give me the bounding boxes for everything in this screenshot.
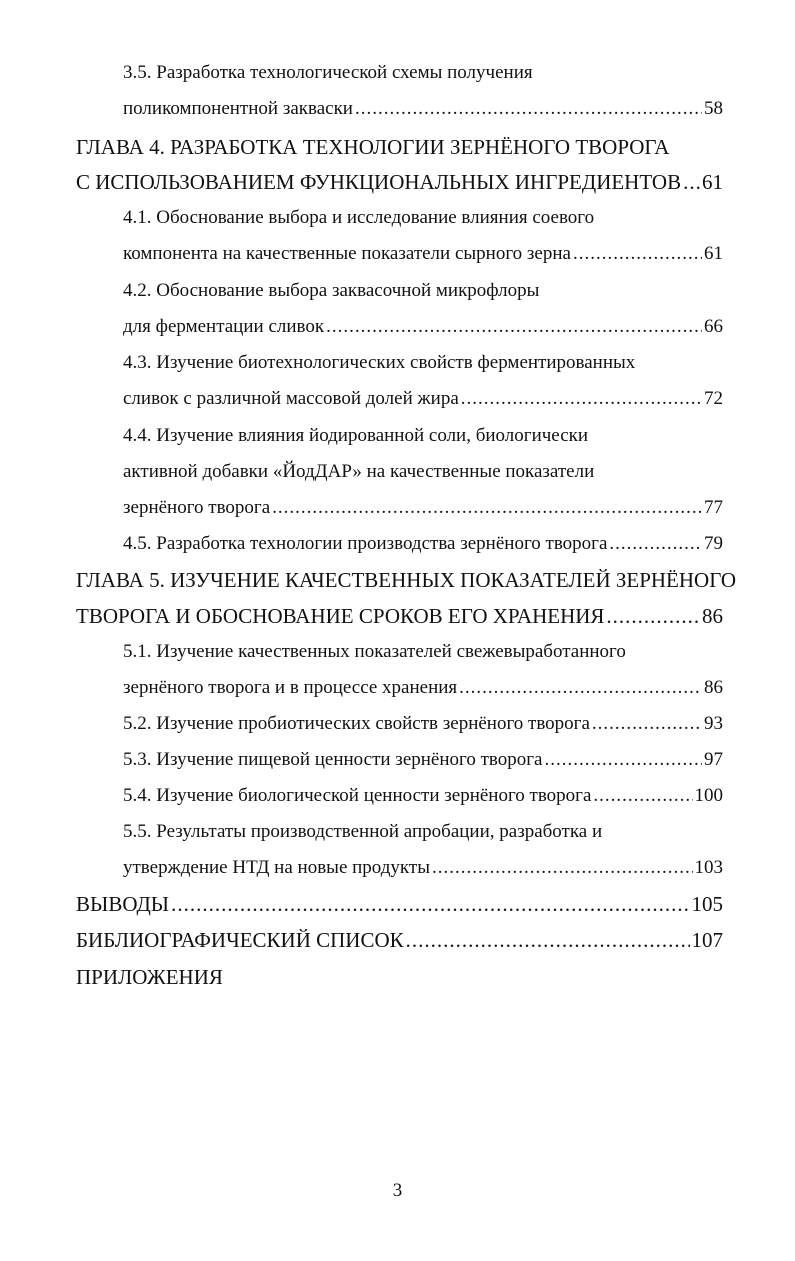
toc-chapter-text: ГЛАВА 4. РАЗРАБОТКА ТЕХНОЛОГИИ ЗЕРНЁНОГО ТВОРОГА bbox=[76, 135, 670, 159]
toc-chapter-text: ВЫВОДЫ bbox=[76, 892, 170, 916]
toc-entry-text: зернёного творога bbox=[123, 497, 271, 518]
toc-page-number: 100 bbox=[694, 785, 723, 806]
dot-leader bbox=[355, 98, 702, 120]
dot-leader bbox=[171, 892, 689, 917]
toc-page-number: 77 bbox=[704, 497, 723, 518]
dot-leader bbox=[609, 533, 702, 555]
dot-leader bbox=[573, 243, 702, 265]
toc-entry-4-4-line1 bbox=[123, 425, 588, 447]
toc-entry-5-1-line1 bbox=[123, 641, 626, 663]
toc-chapter-text: ТВОРОГА И ОБОСНОВАНИЕ СРОКОВ ЕГО ХРАНЕНИЯ bbox=[76, 604, 605, 628]
toc-page-number: 61 bbox=[704, 243, 723, 264]
dot-leader bbox=[544, 749, 702, 771]
dot-leader bbox=[592, 713, 702, 735]
toc-entry-text: компонента на качественные показатели сырного зерна bbox=[123, 243, 571, 264]
toc-chapter-text: БИБЛИОГРАФИЧЕСКИЙ СПИСОК bbox=[76, 928, 404, 952]
toc-entry-4-1-line2 bbox=[123, 243, 723, 265]
dot-leader bbox=[272, 497, 702, 519]
toc-page-number: 86 bbox=[704, 677, 723, 698]
toc-page-number: 58 bbox=[704, 98, 723, 119]
toc-appendices bbox=[76, 965, 223, 990]
toc-entry-text: 4.3. Изучение биотехнологических свойств ферментированных bbox=[123, 352, 636, 373]
dot-leader bbox=[432, 857, 693, 879]
toc-entry-text: для ферментации сливок bbox=[123, 316, 325, 337]
toc-entry-text: поликомпонентной закваски bbox=[123, 98, 353, 119]
toc-entry-4-4-line3 bbox=[123, 497, 723, 519]
toc-entry-5-5-line2 bbox=[123, 857, 723, 879]
toc-entry-4-4-line2 bbox=[123, 461, 594, 483]
toc-entry-5-3 bbox=[123, 749, 723, 771]
toc-entry-3-5-line1 bbox=[123, 62, 533, 84]
toc-entry-5-1-line2 bbox=[123, 677, 723, 699]
toc-entry-text: 3.5. Разработка технологической схемы получения bbox=[123, 62, 533, 83]
toc-entry-4-3-line1 bbox=[123, 352, 635, 374]
toc-entry-5-5-line1 bbox=[123, 821, 602, 843]
toc-entry-text: 4.1. Обоснование выбора и исследование влияния соевого bbox=[123, 207, 595, 228]
toc-entry-text: 5.3. Изучение пищевой ценности зернёного творога bbox=[123, 749, 543, 770]
dot-leader bbox=[406, 928, 690, 953]
toc-entry-text: активной добавки «ЙодДАР» на качественные показатели bbox=[123, 461, 595, 482]
dot-leader bbox=[593, 785, 692, 807]
page-number: 3 bbox=[392, 1180, 403, 1201]
toc-chapter-text: С ИСПОЛЬЗОВАНИЕМ ФУНКЦИОНАЛЬНЫХ ИНГРЕДИЕНТОВ bbox=[76, 170, 682, 194]
toc-entry-text: 5.4. Изучение биологической ценности зернёного творога bbox=[123, 785, 592, 806]
toc-page-number: 72 bbox=[704, 388, 723, 409]
toc-entry-text: 5.2. Изучение пробиотических свойств зернёного творога bbox=[123, 713, 590, 734]
toc-entry-text: 4.5. Разработка технологии производства зернёного творога bbox=[123, 533, 608, 554]
toc-page-number: 105 bbox=[691, 892, 723, 916]
dot-leader bbox=[326, 316, 702, 338]
toc-entry-3-5-line2 bbox=[123, 98, 723, 120]
toc-page-number: 79 bbox=[704, 533, 723, 554]
toc-page-number: 86 bbox=[702, 604, 723, 628]
toc-entry-text: сливок с различной массовой долей жира bbox=[123, 388, 459, 409]
toc-bibliography bbox=[76, 928, 723, 953]
toc-entry-4-2-line1 bbox=[123, 280, 539, 302]
toc-entry-4-5 bbox=[123, 533, 723, 555]
toc-page-number: 103 bbox=[694, 857, 723, 878]
toc-entry-text: 5.5. Результаты производственной апробации, разработка и bbox=[123, 821, 603, 842]
dot-leader bbox=[606, 604, 700, 629]
toc-chapter-4-line2 bbox=[76, 170, 723, 195]
toc-entry-5-2 bbox=[123, 713, 723, 735]
toc-page-number: 93 bbox=[704, 713, 723, 734]
toc-chapter-5-line1 bbox=[76, 568, 736, 593]
toc-entry-text: утверждение НТД на новые продукты bbox=[123, 857, 430, 878]
toc-entry-4-1-line1 bbox=[123, 207, 594, 229]
toc-page-number: 107 bbox=[691, 928, 723, 952]
toc-entry-text: 4.4. Изучение влияния йодированной соли, биологически bbox=[123, 425, 589, 446]
toc-page-number: 97 bbox=[704, 749, 723, 770]
dot-leader bbox=[461, 388, 702, 410]
toc-entry-4-3-line2 bbox=[123, 388, 723, 410]
dot-leader bbox=[459, 677, 702, 699]
toc-entry-text: 5.1. Изучение качественных показателей свежевыработанного bbox=[123, 641, 626, 662]
toc-chapter-5-line2 bbox=[76, 604, 723, 629]
toc-entry-4-2-line2 bbox=[123, 316, 723, 338]
toc-entry-text: зернёного творога и в процессе хранения bbox=[123, 677, 458, 698]
toc-conclusions bbox=[76, 892, 723, 917]
toc-page-number: 66 bbox=[704, 316, 723, 337]
toc-entry-text: 4.2. Обоснование выбора заквасочной микрофлоры bbox=[123, 280, 540, 301]
toc-chapter-4-line1 bbox=[76, 135, 669, 160]
toc-page-number: 61 bbox=[702, 170, 723, 194]
dot-leader bbox=[683, 170, 700, 195]
toc-entry-5-4 bbox=[123, 785, 723, 807]
toc-chapter-text: ГЛАВА 5. ИЗУЧЕНИЕ КАЧЕСТВЕННЫХ ПОКАЗАТЕЛЕЙ ЗЕРНЁНОГО bbox=[76, 568, 736, 592]
toc-chapter-text: ПРИЛОЖЕНИЯ bbox=[76, 965, 223, 989]
